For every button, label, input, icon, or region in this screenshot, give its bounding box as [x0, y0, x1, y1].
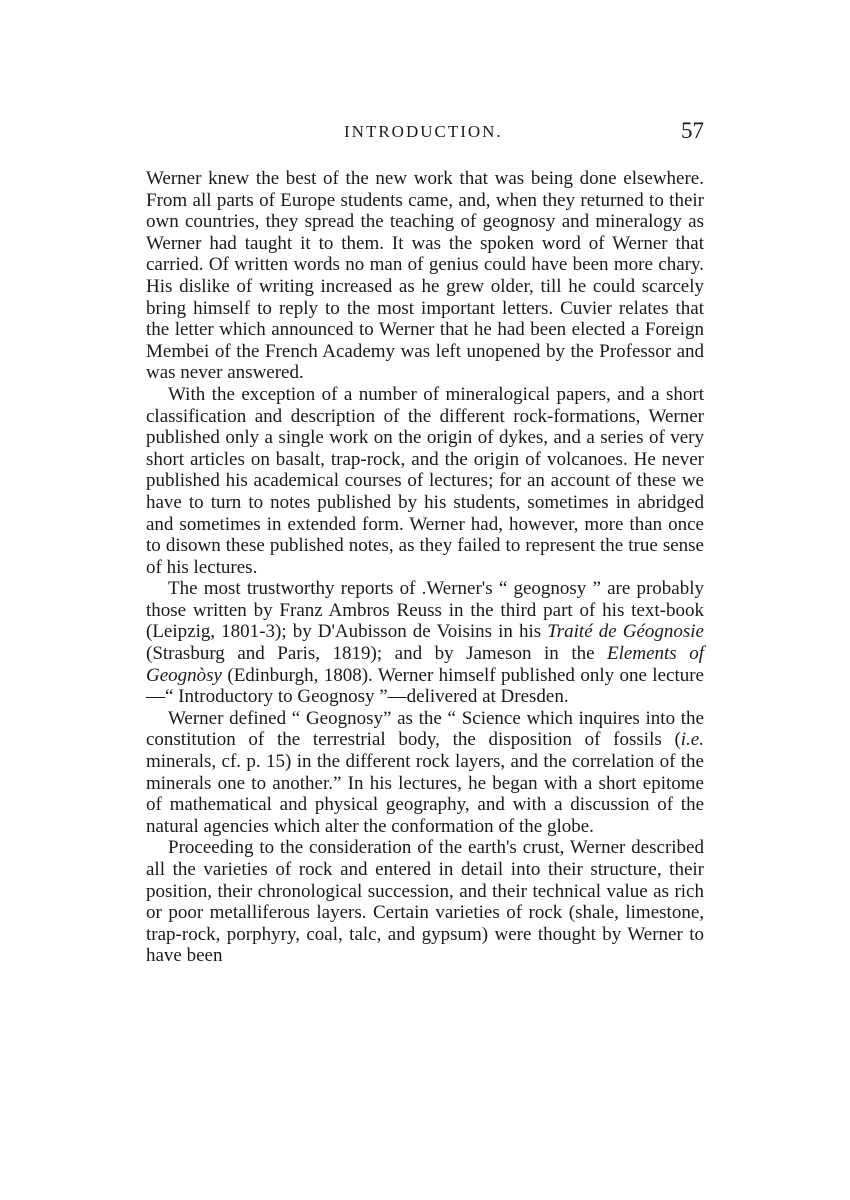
page-number: 57 [681, 118, 704, 143]
text-segment: Werner defined “ Geognosy” as the “ Science which inquires into the constitution of the terrestrial body, the disposition of fossils ( [146, 707, 704, 751]
book-title-traite: Traité de Géognosie [547, 621, 704, 643]
text-segment: The most trustworthy reports of .Werner's “ geognosy ” are probably those written by Franz Ambros Reuss in the third part of his text-book (Leipzig, 1801-3); by D'Aubisson de Voisins in his [146, 578, 704, 643]
body-text [146, 168, 704, 967]
text-segment: With the exception of a number of mineralogical papers, and a short classification and description of the different rock-formations, Werner published only a single work on the origin of dykes, and a series of very short articles on basalt, trap-rock, and the origin of volcanoes. He never published his academical courses of lectures; for an account of these we have to turn to notes published by his students, sometimes in abridged and sometimes in extended form. Werner had, however, more than once to disown these published notes, as they failed to represent the true sense of his lectures. [146, 383, 704, 578]
abbreviation-ie: i.e. [680, 729, 704, 751]
text-segment: minerals, cf. p. 15) in the different rock layers, and the correlation of the minerals one to another.” In his lectures, he began with a short epitome of mathematical and physical geography, and with a discussion of the natural agencies which alter the conformation of the globe. [146, 751, 704, 837]
book-title-elements: Elements of Geognòsy [146, 643, 704, 686]
text-segment: Werner knew the best of the new work that was being done elsewhere. From all parts of Europe students came, and, when they returned to their own countries, they spread the teaching of geognosy and mineralogy as Werner had taught it to them. It was the spoken word of Werner that carried. Of written words no man of genius could have been more chary. His dislike of writing increased as he grew older, till he could scarcely bring himself to reply to the most important letters. Cuvier relates that the letter which announced to Werner that he had been elected a Foreign Membei of the French Academy was left unopened by the Professor and was never answered. [146, 168, 704, 384]
paragraph-4 [146, 708, 704, 838]
text-segment: Proceeding to the consideration of the earth's crust, Werner described all the varieties of rock and entered in detail into their structure, their position, their chronological succession, and their technical value as rich or poor metalliferous layers. Certain varieties of rock (shale, limestone, trap-rock, porphyry, coal, talc, and gypsum) were thought by Werner to have been [146, 837, 704, 967]
paragraph-1 [146, 168, 704, 384]
text-segment: (Edinburgh, 1808). Werner himself published only one lecture—“ Introductory to Geognosy ”—delivered at Dresden. [146, 664, 704, 708]
paragraph-3 [146, 578, 704, 708]
page-header [146, 118, 706, 152]
text-segment: (Strasburg and Paris, 1819); and by Jameson in the [146, 643, 608, 665]
running-head: INTRODUCTION. [344, 122, 503, 141]
paragraph-5 [146, 837, 704, 967]
paragraph-2 [146, 384, 704, 578]
